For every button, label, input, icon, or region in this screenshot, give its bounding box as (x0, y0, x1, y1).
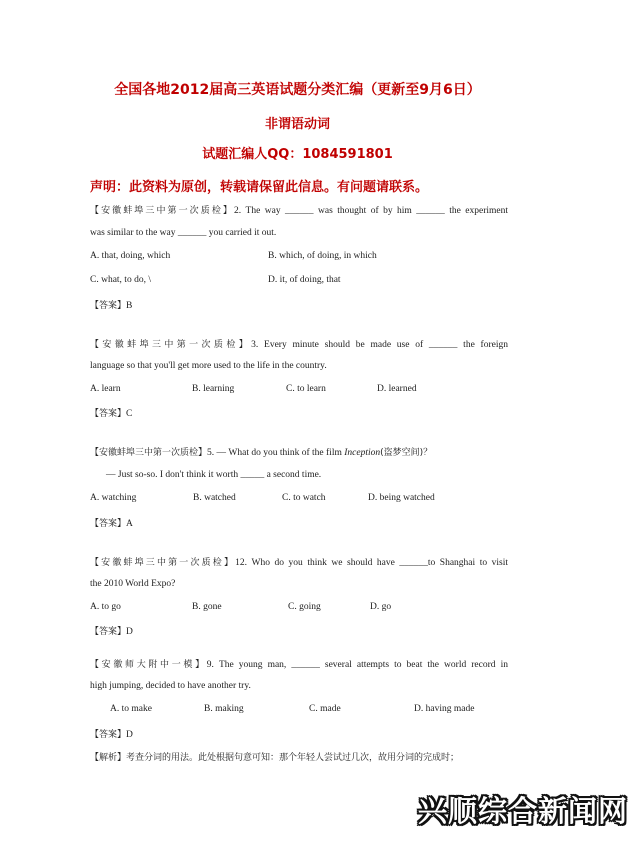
question-source: 【安徽蚌埠三中第一次质检】 (90, 340, 252, 350)
question-source: 【安徽蚌埠三中第一次质检】 (90, 206, 234, 216)
answer-key-label: 【答案】 (90, 730, 127, 740)
question-text: 2. The way ______ was thought of by him ______ the experiment (233, 206, 508, 216)
answer-key-label: 【答案】 (90, 519, 127, 529)
option-d: D. having made (414, 704, 475, 714)
option-b: B. making (204, 704, 244, 714)
answer-key-label: 【答案】 (90, 301, 127, 311)
question-text: 12. Who do you think we should have ______to Shanghai to visit (235, 558, 508, 568)
answer-line (90, 516, 133, 529)
option-d: D. learned (377, 384, 417, 394)
answer-key-label: 【答案】 (90, 409, 127, 419)
option-a: A. watching (90, 493, 137, 503)
question-source: 【安徽师大附中一模】 (90, 660, 207, 670)
option-b: B. which, of doing, in which (268, 251, 377, 261)
option-a: A. to make (110, 704, 152, 714)
answer-line (90, 624, 133, 637)
option-b: B. gone (192, 602, 222, 612)
answer-value: D (126, 730, 133, 740)
option-a: A. that, doing, which (90, 251, 171, 261)
answer-line (90, 727, 133, 740)
question-text: 9. The young man, ______ several attempts to beat the world record in (206, 660, 508, 670)
question-source: 【安徽蚌埠三中第一次质检】 (90, 448, 208, 458)
answer-value: D (126, 627, 133, 637)
question-5-line-1 (90, 657, 508, 670)
question-2-line-1 (90, 337, 508, 350)
question-text: 5. — What do you think of the film (207, 448, 345, 458)
answer-line (90, 406, 132, 419)
option-b: B. learning (192, 384, 235, 394)
film-title-chinese: (盗梦空间)？ (380, 448, 433, 458)
compiler-line: 试题汇编人QQ：1084591801 (202, 147, 393, 162)
option-c: C. what, to do, \ (90, 275, 151, 285)
answer-value: B (126, 301, 133, 311)
question-text: 3. Every minute should be made use of ______ the foreign (251, 340, 508, 350)
question-source: 【安徽蚌埠三中第一次质检】 (90, 558, 236, 568)
site-watermark: 兴顺综合新闻网 (418, 794, 628, 828)
answer-value: C (126, 409, 133, 419)
question-3-line-1 (90, 445, 432, 458)
analysis-line (90, 750, 459, 763)
option-d: D. it, of doing, that (268, 275, 341, 285)
question-1-line-2: was similar to the way ______ you carried it out. (90, 228, 277, 238)
option-d: D. go (370, 602, 392, 612)
analysis-text: 考查分词的用法。此处根据句意可知：那个年轻人尝试过几次，故用分词的完成时； (126, 753, 460, 763)
option-a: A. learn (90, 384, 121, 394)
option-d: D. being watched (368, 493, 435, 503)
analysis-key-label: 【解析】 (90, 753, 127, 763)
question-3-line-2: — Just so-so. I don't think it worth _____ a second time. (106, 470, 322, 480)
question-2-line-2: language so that you'll get more used to the life in the country. (90, 361, 327, 371)
option-b: B. watched (193, 493, 236, 503)
question-1-line-1 (90, 203, 508, 216)
option-c: C. to learn (286, 384, 326, 394)
answer-line (90, 298, 132, 311)
film-title: Inception (344, 448, 381, 458)
answer-key-label: 【答案】 (90, 627, 127, 637)
option-a: A. to go (90, 602, 121, 612)
option-c: C. going (288, 602, 321, 612)
copyright-notice: 声明：此资料为原创，转载请保留此信息。有问题请联系。 (90, 180, 429, 195)
option-c: C. to watch (282, 493, 326, 503)
document-subtitle: 非谓语动词 (264, 117, 330, 132)
question-4-line-2: the 2010 World Expo? (90, 579, 176, 589)
option-c: C. made (309, 704, 341, 714)
document-title: 全国各地2012届高三英语试题分类汇编（更新至9月6日） (114, 82, 481, 98)
question-5-line-2: high jumping, decided to have another try. (90, 681, 251, 691)
answer-value: A (126, 519, 133, 529)
question-4-line-1 (90, 555, 508, 568)
